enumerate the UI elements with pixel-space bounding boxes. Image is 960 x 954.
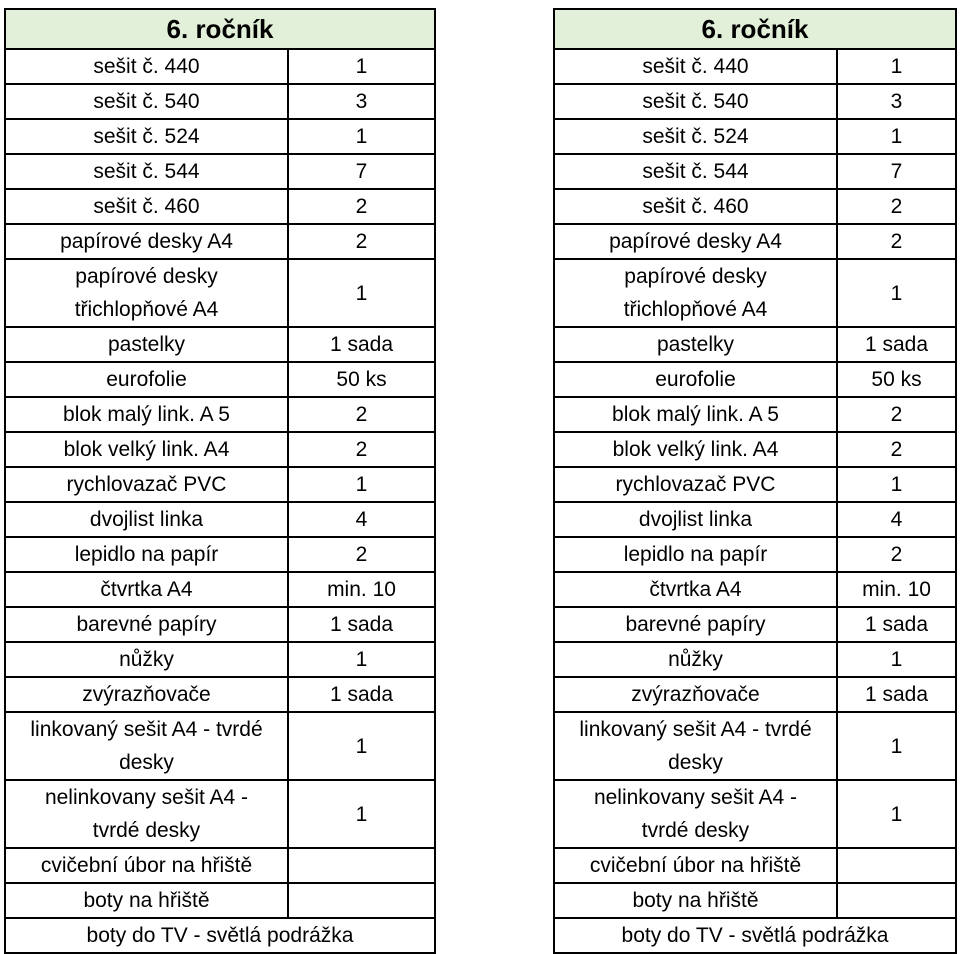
item-name-cell — [5, 572, 288, 607]
item-name-cell — [554, 607, 837, 642]
item-name-cell — [5, 327, 288, 362]
table-row — [554, 642, 956, 677]
item-name-line: tvrdé desky — [92, 819, 201, 842]
item-name-line: desky — [119, 751, 174, 774]
table-row — [5, 362, 435, 397]
item-name-cell — [554, 84, 837, 119]
item-name-line: cvičební úbor na hřiště — [40, 854, 253, 877]
item-quantity-cell: 3 — [837, 84, 956, 119]
item-quantity-cell: 1 — [837, 712, 956, 780]
item-name-line: sešit č. 440 — [93, 55, 200, 78]
item-quantity-cell: 50 ks — [837, 362, 956, 397]
item-quantity-cell: 1 sada — [837, 327, 956, 362]
item-name-line: zvýrazňovače — [82, 683, 211, 706]
item-quantity-cell: 4 — [837, 502, 956, 537]
item-quantity-cell: 2 — [288, 224, 435, 259]
item-name-line: papírové desky A4 — [60, 230, 233, 253]
item-name-cell — [5, 502, 288, 537]
item-name-cell — [5, 49, 288, 84]
item-name-line: rychlovazač PVC — [66, 473, 227, 496]
item-name-line: eurofolie — [655, 368, 736, 391]
item-name-line: papírové desky — [75, 265, 218, 288]
item-name-cell — [5, 362, 288, 397]
item-name-line: čtvrtka A4 — [100, 578, 193, 601]
item-name-line: cvičební úbor na hřiště — [589, 854, 802, 877]
table-row — [554, 84, 956, 119]
item-quantity-cell: 50 ks — [288, 362, 435, 397]
table-row — [554, 780, 956, 848]
item-name-cell — [554, 883, 837, 918]
item-name-cell — [554, 848, 837, 883]
table-title: 6. ročník — [5, 9, 435, 49]
table-row — [5, 397, 435, 432]
item-quantity-cell: 7 — [837, 154, 956, 189]
item-quantity-cell: 1 — [837, 642, 956, 677]
item-quantity-cell: 2 — [288, 189, 435, 224]
table-row — [5, 84, 435, 119]
item-quantity-cell — [837, 848, 956, 883]
table-row — [5, 677, 435, 712]
table-row — [5, 432, 435, 467]
table-row — [554, 432, 956, 467]
item-name-line: eurofolie — [106, 368, 187, 391]
item-name-cell — [5, 467, 288, 502]
item-name-cell — [554, 432, 837, 467]
item-name-line: sešit č. 524 — [93, 125, 200, 148]
item-quantity-cell: 1 — [288, 642, 435, 677]
item-name-line: sešit č. 440 — [642, 55, 749, 78]
item-name-cell — [5, 918, 435, 953]
item-name-line: tvrdé desky — [641, 819, 750, 842]
supply-table-right — [553, 8, 957, 954]
table-row — [554, 362, 956, 397]
table-row — [5, 502, 435, 537]
item-name-line: sešit č. 544 — [93, 160, 200, 183]
item-name-cell — [554, 327, 837, 362]
table-row — [5, 607, 435, 642]
table-row — [5, 327, 435, 362]
table-row — [554, 918, 956, 953]
table-row — [554, 502, 956, 537]
supply-table-left-body — [5, 9, 435, 953]
item-name-cell — [554, 49, 837, 84]
item-quantity-cell: 2 — [837, 224, 956, 259]
item-name-line: papírové desky A4 — [609, 230, 782, 253]
table-row — [554, 677, 956, 712]
item-name-line: nelinkovany sešit A4 - — [44, 786, 249, 809]
item-name-line: nůžky — [119, 648, 174, 671]
item-name-cell — [554, 712, 837, 780]
item-name-cell — [5, 780, 288, 848]
item-name-cell — [554, 502, 837, 537]
item-quantity-cell: 2 — [837, 189, 956, 224]
item-quantity-cell: 2 — [837, 397, 956, 432]
table-row — [5, 189, 435, 224]
item-quantity-cell: 2 — [288, 432, 435, 467]
item-name-line: blok malý link. A 5 — [612, 403, 779, 426]
table-row — [5, 572, 435, 607]
item-name-line: třichlopňové A4 — [623, 298, 768, 321]
item-quantity-cell — [837, 883, 956, 918]
item-name-line: blok malý link. A 5 — [63, 403, 230, 426]
table-row — [5, 712, 435, 780]
item-quantity-cell: 1 — [837, 119, 956, 154]
table-row — [554, 119, 956, 154]
table-row — [5, 119, 435, 154]
item-quantity-cell: 1 sada — [288, 677, 435, 712]
item-name-line: linkovaný sešit A4 - tvrdé — [30, 718, 263, 741]
table-row — [554, 467, 956, 502]
item-quantity-cell: 1 — [288, 49, 435, 84]
item-name-cell — [5, 848, 288, 883]
table-row — [5, 537, 435, 572]
item-name-line: boty na hřiště — [632, 889, 759, 912]
item-quantity-cell: 1 — [837, 467, 956, 502]
supply-table-right-body — [554, 9, 956, 953]
item-quantity-cell: 2 — [837, 432, 956, 467]
item-name-line: lepidlo na papír — [623, 543, 768, 566]
item-name-line: boty do TV - světlá podrážka — [86, 924, 354, 947]
table-row — [554, 712, 956, 780]
table-row — [5, 642, 435, 677]
item-name-cell — [554, 397, 837, 432]
item-name-cell — [554, 362, 837, 397]
item-quantity-cell: min. 10 — [288, 572, 435, 607]
item-quantity-cell: 1 — [288, 467, 435, 502]
item-name-cell — [554, 154, 837, 189]
table-row — [554, 537, 956, 572]
table-row — [554, 224, 956, 259]
item-name-cell — [554, 467, 837, 502]
item-name-cell — [5, 712, 288, 780]
item-quantity-cell: 1 sada — [837, 607, 956, 642]
table-row — [554, 189, 956, 224]
item-name-cell — [554, 572, 837, 607]
item-name-line: pastelky — [107, 333, 186, 356]
item-name-line: dvojlist linka — [638, 508, 753, 531]
item-name-cell — [5, 677, 288, 712]
item-name-cell — [5, 397, 288, 432]
item-quantity-cell: 1 — [837, 49, 956, 84]
item-quantity-cell: 1 — [288, 712, 435, 780]
item-name-line: lepidlo na papír — [74, 543, 219, 566]
item-quantity-cell: 1 — [288, 780, 435, 848]
item-quantity-cell: 2 — [837, 537, 956, 572]
item-quantity-cell: 2 — [288, 537, 435, 572]
item-quantity-cell: 3 — [288, 84, 435, 119]
table-row — [554, 848, 956, 883]
item-name-cell — [5, 259, 288, 327]
item-name-line: sešit č. 460 — [93, 195, 200, 218]
item-name-line: dvojlist linka — [89, 508, 204, 531]
item-name-line: zvýrazňovače — [631, 683, 760, 706]
item-quantity-cell: 1 — [837, 259, 956, 327]
item-name-line: rychlovazač PVC — [615, 473, 776, 496]
item-quantity-cell: min. 10 — [837, 572, 956, 607]
item-name-cell — [5, 883, 288, 918]
item-name-line: blok velký link. A4 — [612, 438, 779, 461]
item-name-cell — [554, 918, 956, 953]
item-name-cell — [554, 224, 837, 259]
item-name-line: čtvrtka A4 — [649, 578, 742, 601]
item-name-cell — [554, 642, 837, 677]
table-row — [5, 780, 435, 848]
item-name-cell — [5, 189, 288, 224]
table-row — [554, 327, 956, 362]
table-row — [5, 224, 435, 259]
table-row — [5, 883, 435, 918]
item-name-cell — [554, 537, 837, 572]
item-quantity-cell: 7 — [288, 154, 435, 189]
item-name-cell — [5, 119, 288, 154]
table-row — [5, 918, 435, 953]
item-quantity-cell: 1 sada — [288, 607, 435, 642]
table-row — [554, 397, 956, 432]
table-row — [5, 467, 435, 502]
item-name-cell — [5, 642, 288, 677]
item-name-cell — [554, 677, 837, 712]
table-row — [554, 259, 956, 327]
table-header-row — [5, 9, 435, 49]
item-name-line: linkovaný sešit A4 - tvrdé — [579, 718, 812, 741]
item-name-cell — [5, 607, 288, 642]
item-name-line: boty na hřiště — [83, 889, 210, 912]
item-name-line: třichlopňové A4 — [74, 298, 219, 321]
item-quantity-cell: 2 — [288, 397, 435, 432]
table-row — [554, 883, 956, 918]
item-name-line: barevné papíry — [625, 613, 766, 636]
table-row — [554, 49, 956, 84]
item-name-line: papírové desky — [624, 265, 767, 288]
item-name-cell — [5, 537, 288, 572]
item-name-line: boty do TV - světlá podrážka — [621, 924, 889, 947]
table-title: 6. ročník — [554, 9, 956, 49]
item-name-line: sešit č. 544 — [642, 160, 749, 183]
item-name-line: nůžky — [668, 648, 723, 671]
item-name-cell — [5, 224, 288, 259]
table-row — [5, 848, 435, 883]
item-name-line: nelinkovany sešit A4 - — [593, 786, 798, 809]
item-name-cell — [554, 780, 837, 848]
item-quantity-cell: 1 — [288, 119, 435, 154]
item-name-line: sešit č. 460 — [642, 195, 749, 218]
item-name-cell — [554, 119, 837, 154]
item-name-cell — [5, 84, 288, 119]
item-quantity-cell: 1 — [837, 780, 956, 848]
item-quantity-cell — [288, 883, 435, 918]
item-name-cell — [554, 189, 837, 224]
item-quantity-cell: 4 — [288, 502, 435, 537]
item-quantity-cell: 1 sada — [837, 677, 956, 712]
item-name-cell — [5, 154, 288, 189]
table-row — [554, 572, 956, 607]
item-quantity-cell: 1 sada — [288, 327, 435, 362]
item-name-line: barevné papíry — [76, 613, 217, 636]
table-row — [554, 154, 956, 189]
table-row — [5, 49, 435, 84]
supply-table-left — [4, 8, 436, 954]
item-quantity-cell: 1 — [288, 259, 435, 327]
table-row — [5, 259, 435, 327]
item-name-line: desky — [668, 751, 723, 774]
item-name-line: sešit č. 524 — [642, 125, 749, 148]
table-header-row — [554, 9, 956, 49]
item-name-line: sešit č. 540 — [93, 90, 200, 113]
table-row — [554, 607, 956, 642]
item-name-cell — [5, 432, 288, 467]
item-name-line: blok velký link. A4 — [63, 438, 230, 461]
item-name-line: pastelky — [656, 333, 735, 356]
item-name-cell — [554, 259, 837, 327]
table-row — [5, 154, 435, 189]
item-quantity-cell — [288, 848, 435, 883]
item-name-line: sešit č. 540 — [642, 90, 749, 113]
